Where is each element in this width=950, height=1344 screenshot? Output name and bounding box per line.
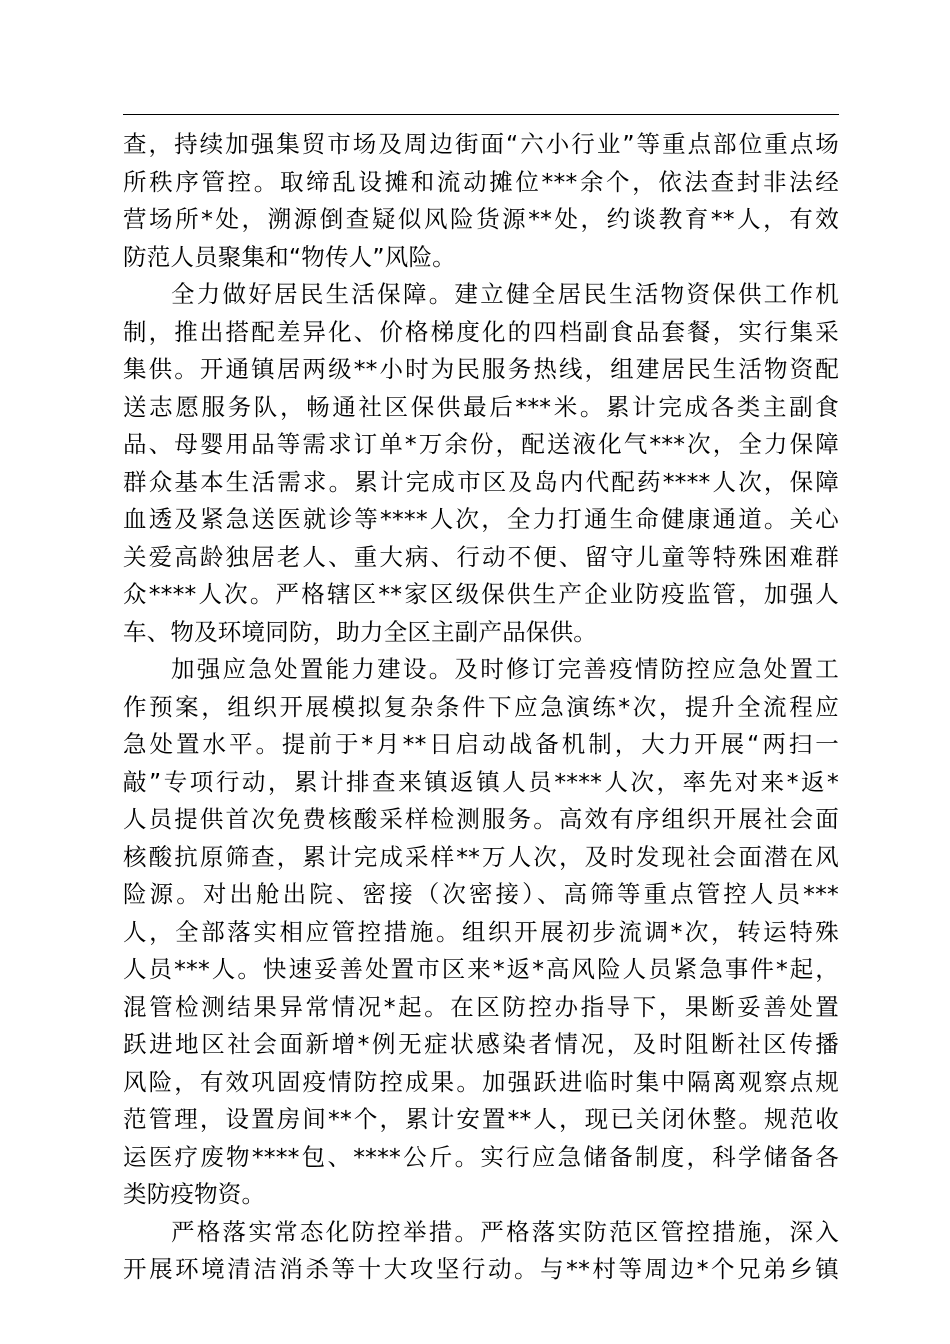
text-line: 品、母婴用品等需求订单*万余份，配送液化气***次，全力保障 [123,430,839,458]
text-line: 所秩序管控。取缔乱设摊和流动摊位***余个，依法查封非法经 [123,167,839,196]
text-lines [123,126,839,1289]
text-line: 车、物及环境同防，助力全区主副产品保供。 [123,617,597,646]
text-line: 查，持续加强集贸市场及周边街面“六小行业”等重点部位重点场 [123,130,839,158]
header-rule [123,114,839,115]
text-line: 营场所*处，溯源倒查疑似风险货源**处，约谈教育**人，有效 [123,205,839,233]
text-line: 开展环境清洁消杀等十大攻坚行动。与**村等周边*个兄弟乡镇 [123,1255,839,1283]
text-line: 众****人次。严格辖区**家区级保供生产企业防疫监管，加强人 [123,580,839,608]
text-line: 险源。对出舱出院、密接（次密接）、高筛等重点管控人员*** [123,880,839,908]
text-line: 血透及紧急送医就诊等****人次，全力打通生命健康通道。关心 [123,505,839,533]
text-line: 人，全部落实相应管控措施。组织开展初步流调*次，转运特殊 [123,917,839,946]
text-line: 运医疗废物****包、****公斤。实行应急储备制度，科学储备各 [123,1142,839,1171]
text-line: 核酸抗原筛查，累计完成采样**万人次，及时发现社会面潜在风 [123,842,839,871]
paragraph-first-line: 全力做好居民生活保障。建立健全居民生活物资保供工作机 [171,280,839,308]
document-body [123,126,839,1289]
text-line: 风险，有效巩固疫情防控成果。加强跃进临时集中隔离观察点规 [123,1067,839,1096]
paragraph-first-line: 加强应急处置能力建设。及时修订完善疫情防控应急处置工 [171,655,839,683]
paragraph-first-line: 严格落实常态化防控举措。严格落实防范区管控措施，深入 [171,1217,839,1246]
text-line: 人员***人。快速妥善处置市区来*返*高风险人员紧急事件*起， [123,955,839,983]
text-line: 制，推出搭配差异化、价格梯度化的四档副食品套餐，实行集采 [123,317,839,346]
text-line: 关爱高龄独居老人、重大病、行动不便、留守儿童等特殊困难群 [123,542,839,571]
text-line: 跃进地区社会面新增*例无症状感染者情况，及时阻断社区传播 [123,1030,839,1058]
text-line: 送志愿服务队，畅通社区保供最后***米。累计完成各类主副食 [123,392,839,421]
text-line: 群众基本生活需求。累计完成市区及岛内代配药****人次，保障 [123,467,839,496]
text-line: 集供。开通镇居两级**小时为民服务热线，组建居民生活物资配 [123,355,839,383]
text-line: 敲”专项行动，累计排查来镇返镇人员****人次，率先对来*返* [123,767,839,796]
text-line: 作预案，组织开展模拟复杂条件下应急演练*次，提升全流程应 [123,692,839,721]
text-line: 人员提供首次免费核酸采样检测服务。高效有序组织开展社会面 [123,805,839,833]
text-line: 防范人员聚集和“物传人”风险。 [123,242,456,271]
text-line: 急处置水平。提前于*月**日启动战备机制，大力开展“两扫一 [123,730,839,758]
text-line: 范管理，设置房间**个，累计安置**人，现已关闭休整。规范收 [123,1105,839,1133]
text-line: 类防疫物资。 [123,1180,266,1208]
text-line: 混管检测结果异常情况*起。在区防控办指导下，果断妥善处置 [123,992,839,1021]
